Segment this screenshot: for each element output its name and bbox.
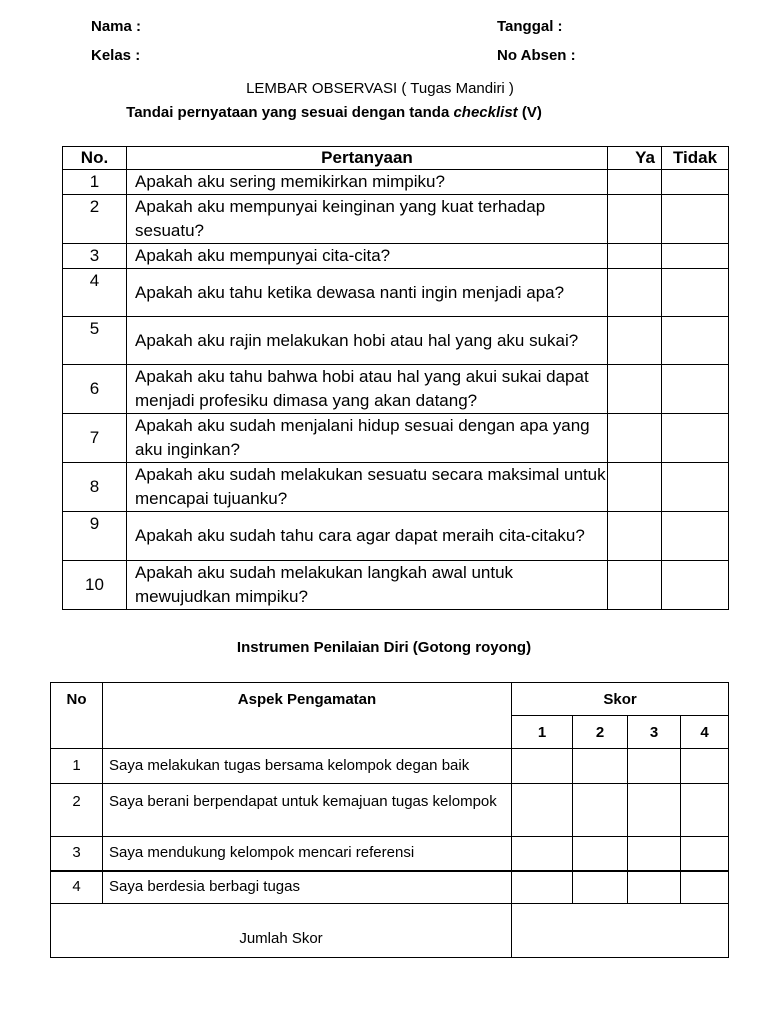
col-no: No.: [63, 147, 127, 170]
score-level-3: 3: [628, 716, 681, 749]
row-number: 6: [63, 365, 127, 414]
row-number: 4: [63, 269, 127, 317]
table-row: [63, 512, 729, 561]
no-absen-label: No Absen :: [497, 47, 576, 64]
total-score-cell[interactable]: [512, 904, 729, 958]
score-cell[interactable]: [573, 871, 628, 904]
tidak-checkbox-cell[interactable]: [662, 463, 729, 512]
table-row: [63, 195, 729, 244]
tidak-checkbox-cell[interactable]: [662, 414, 729, 463]
score-level-2: 2: [573, 716, 628, 749]
row-number: 2: [51, 784, 103, 837]
col-no: No: [51, 683, 103, 749]
table-row: [51, 871, 729, 904]
score-level-1: 1: [512, 716, 573, 749]
col-ya: Ya: [608, 147, 662, 170]
table-row: [63, 463, 729, 512]
col-tidak: Tidak: [662, 147, 729, 170]
row-aspect: Saya berani berpendapat untuk kemajuan tugas kelompok: [103, 784, 512, 837]
row-question: Apakah aku sudah menjalani hidup sesuai dengan apa yang aku inginkan?: [127, 414, 608, 463]
row-question: Apakah aku sering memikirkan mimpiku?: [127, 170, 608, 195]
row-question: Apakah aku rajin melakukan hobi atau hal yang aku sukai?: [127, 317, 608, 365]
ya-checkbox-cell[interactable]: [608, 269, 662, 317]
table-row: [51, 837, 729, 871]
row-question: Apakah aku tahu bahwa hobi atau hal yang akui sukai dapat menjadi profesiku dimasa yang akan datang?: [127, 365, 608, 414]
score-cell[interactable]: [573, 749, 628, 784]
self-assessment-table: [50, 682, 729, 958]
ya-checkbox-cell[interactable]: [608, 463, 662, 512]
row-number: 2: [63, 195, 127, 244]
table-row: [63, 561, 729, 610]
tidak-checkbox-cell[interactable]: [662, 512, 729, 561]
assessment-header-row: [51, 683, 729, 716]
table-row: [63, 317, 729, 365]
observation-table: [62, 146, 729, 610]
row-aspect: Saya berdesia berbagi tugas: [103, 871, 512, 904]
nama-label: Nama :: [91, 18, 142, 35]
table-row: [51, 784, 729, 837]
row-question: Apakah aku tahu ketika dewasa nanti ingin menjadi apa?: [127, 269, 608, 317]
self-assessment-title: Instrumen Penilaian Diri (Gotong royong): [236, 639, 532, 656]
tidak-checkbox-cell[interactable]: [662, 195, 729, 244]
ya-checkbox-cell[interactable]: [608, 317, 662, 365]
score-cell[interactable]: [681, 837, 729, 871]
instruction-suffix: (V): [517, 104, 542, 121]
row-number: 1: [63, 170, 127, 195]
tidak-checkbox-cell[interactable]: [662, 170, 729, 195]
row-question: Apakah aku sudah melakukan langkah awal untuk mewujudkan mimpiku?: [127, 561, 608, 610]
ya-checkbox-cell[interactable]: [608, 365, 662, 414]
ya-checkbox-cell[interactable]: [608, 414, 662, 463]
tidak-checkbox-cell[interactable]: [662, 561, 729, 610]
table-row: [51, 749, 729, 784]
score-cell[interactable]: [681, 871, 729, 904]
observation-title: LEMBAR OBSERVASI ( Tugas Mandiri ): [246, 80, 514, 97]
ya-checkbox-cell[interactable]: [608, 512, 662, 561]
total-label: Jumlah Skor: [51, 904, 512, 958]
col-pertanyaan: Pertanyaan: [127, 147, 608, 170]
table-row: [63, 414, 729, 463]
tanggal-label: Tanggal :: [497, 18, 563, 35]
row-number: 7: [63, 414, 127, 463]
observation-instruction: [0, 104, 718, 121]
score-cell[interactable]: [628, 871, 681, 904]
total-row: [51, 904, 729, 958]
tidak-checkbox-cell[interactable]: [662, 269, 729, 317]
score-level-4: 4: [681, 716, 729, 749]
col-skor: Skor: [512, 683, 729, 716]
tidak-checkbox-cell[interactable]: [662, 244, 729, 269]
table-row: [63, 244, 729, 269]
score-cell[interactable]: [628, 749, 681, 784]
score-cell[interactable]: [512, 837, 573, 871]
row-question: Apakah aku sudah melakukan sesuatu secara maksimal untuk mencapai tujuanku?: [127, 463, 608, 512]
score-cell[interactable]: [628, 784, 681, 837]
ya-checkbox-cell[interactable]: [608, 561, 662, 610]
table-row: [63, 365, 729, 414]
score-cell[interactable]: [573, 784, 628, 837]
row-number: 9: [63, 512, 127, 561]
ya-checkbox-cell[interactable]: [608, 170, 662, 195]
instruction-italic: checklist: [453, 104, 518, 121]
row-number: 5: [63, 317, 127, 365]
kelas-label: Kelas :: [91, 47, 141, 64]
score-cell[interactable]: [512, 871, 573, 904]
score-cell[interactable]: [573, 837, 628, 871]
instruction-text: Tandai pernyataan yang sesuai dengan tanda: [126, 104, 454, 121]
ya-checkbox-cell[interactable]: [608, 195, 662, 244]
col-aspek: Aspek Pengamatan: [103, 683, 512, 749]
ya-checkbox-cell[interactable]: [608, 244, 662, 269]
table-row: [63, 170, 729, 195]
row-number: 4: [51, 871, 103, 904]
row-question: Apakah aku mempunyai keinginan yang kuat terhadap sesuatu?: [127, 195, 608, 244]
row-number: 3: [63, 244, 127, 269]
tidak-checkbox-cell[interactable]: [662, 365, 729, 414]
observation-header-row: [63, 147, 729, 170]
score-cell[interactable]: [512, 784, 573, 837]
tidak-checkbox-cell[interactable]: [662, 317, 729, 365]
score-cell[interactable]: [681, 784, 729, 837]
table-row: [63, 269, 729, 317]
score-cell[interactable]: [628, 837, 681, 871]
score-cell[interactable]: [681, 749, 729, 784]
row-number: 8: [63, 463, 127, 512]
row-question: Apakah aku mempunyai cita-cita?: [127, 244, 608, 269]
score-cell[interactable]: [512, 749, 573, 784]
row-number: 10: [63, 561, 127, 610]
row-aspect: Saya mendukung kelompok mencari referensi: [103, 837, 512, 871]
row-question: Apakah aku sudah tahu cara agar dapat meraih cita-citaku?: [127, 512, 608, 561]
row-number: 3: [51, 837, 103, 871]
row-aspect: Saya melakukan tugas bersama kelompok degan baik: [103, 749, 512, 784]
row-number: 1: [51, 749, 103, 784]
